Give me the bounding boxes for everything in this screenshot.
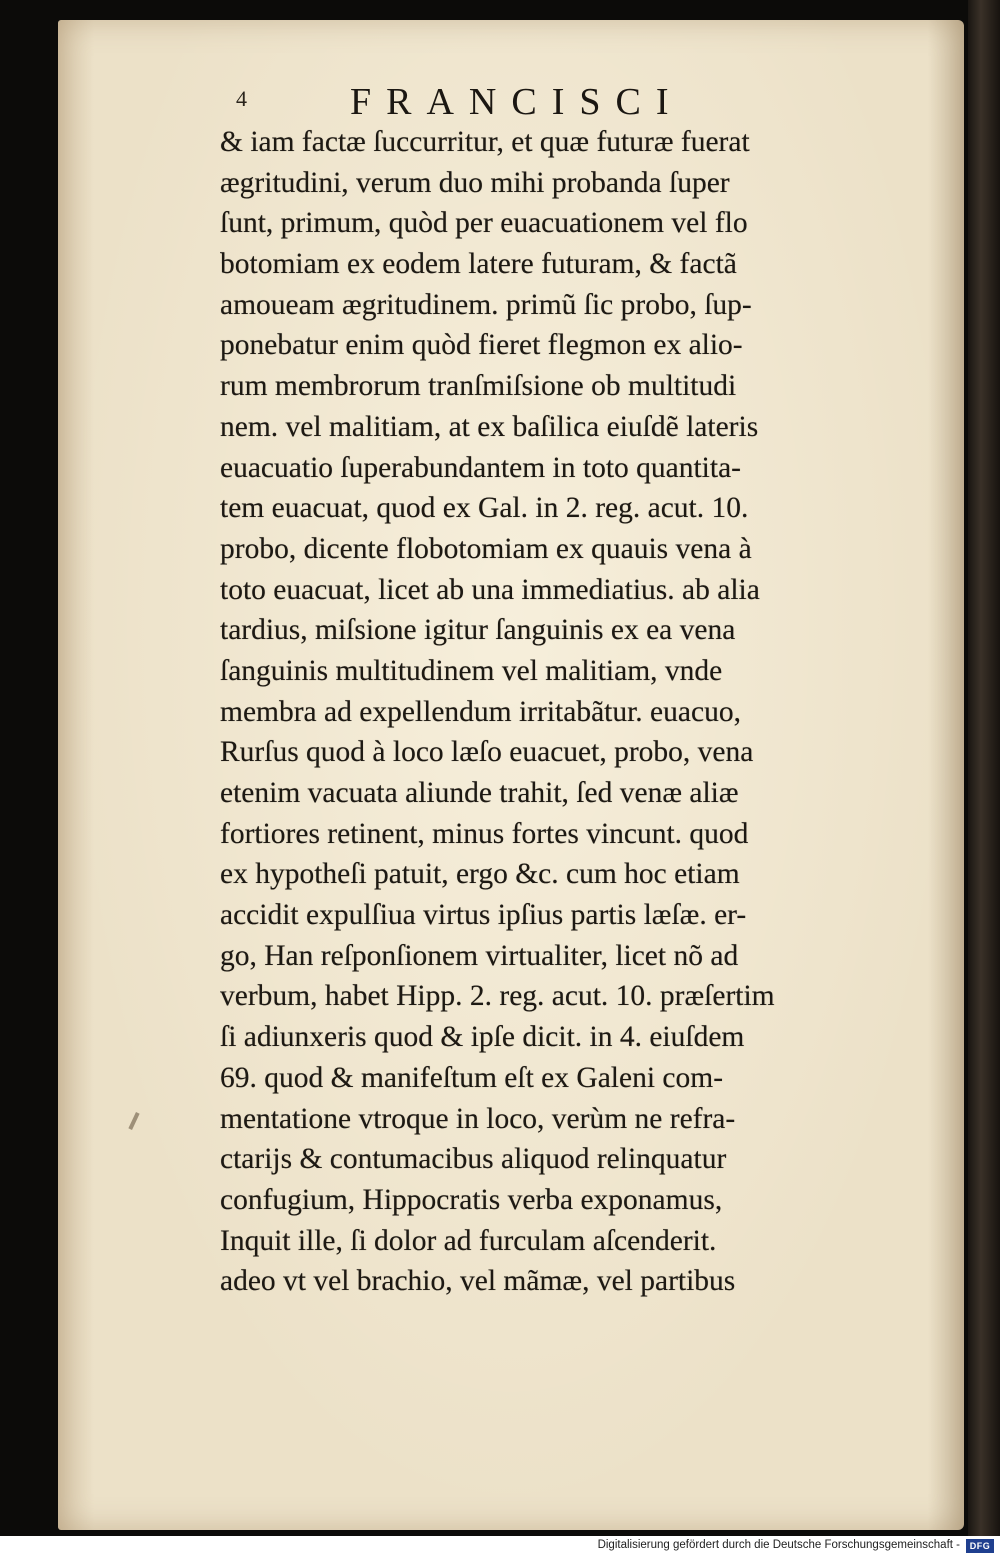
text-line: confugium, Hippocratis verba exponamus, xyxy=(220,1183,723,1216)
text-line: & iam factæ ſuccurritur, et quæ futuræ fuerat xyxy=(220,126,750,158)
running-title: FRANCISCI xyxy=(350,81,684,123)
text-line: tardius, miſsione igitur ſanguinis ex ea vena xyxy=(220,614,736,647)
footer-credit: Digitalisierung gefördert durch die Deutsche Forschungsgemeinschaft - xyxy=(597,1539,960,1551)
text-line: verbum, habet Hipp. 2. reg. acut. 10. præſertim xyxy=(220,980,775,1013)
text-line: membra ad expellendum irritabãtur. euacuo, xyxy=(220,695,741,728)
text-line: etenim vacuata aliunde trahit, ſed venæ aliæ xyxy=(220,777,739,809)
text-line: probo, dicente flobotomiam ex quauis vena à xyxy=(220,532,752,565)
text-line: 69. quod & manifeſtum eſt ex Galeni com- xyxy=(220,1061,724,1094)
text-line: ponebatur enim quòd fieret flegmon ex alio- xyxy=(220,329,743,362)
text-line: toto euacuat, licet ab una immediatius. ab alia xyxy=(220,573,760,606)
ink-mark xyxy=(128,1112,139,1130)
dfg-logo-icon: DFG xyxy=(966,1539,994,1553)
text-line: ſunt, primum, quòd per euacuationem vel flo xyxy=(220,207,748,240)
text-line: accidit expulſiua virtus ipſius partis læſæ. er- xyxy=(220,899,747,932)
text-line: nem. vel malitiam, at ex baſilica eiuſdẽ lateris xyxy=(220,410,759,443)
text-line: ex hypotheſi patuit, ergo &c. cum hoc etiam xyxy=(220,858,740,891)
text-line: tem euacuat, quod ex Gal. in 2. reg. acut. 10. xyxy=(220,492,749,525)
text-line: rum membrorum tranſmiſsione ob multitudi xyxy=(220,370,737,403)
folio-number: 4 xyxy=(236,86,247,111)
text-line: ægritudini, verum duo mihi probanda ſuper xyxy=(220,166,730,199)
text-line: go, Han reſponſionem virtualiter, licet nõ ad xyxy=(220,939,739,972)
text-line: adeo vt vel brachio, vel mãmæ, vel partibus xyxy=(220,1265,736,1298)
text-line: euacuatio ſuperabundantem in toto quantita- xyxy=(220,451,741,484)
text-line: Inquit ille, ſi dolor ad furculam aſcenderit. xyxy=(220,1224,717,1257)
footer-bar xyxy=(0,1536,1000,1556)
text-line: mentatione vtroque in loco, verùm ne refra- xyxy=(220,1102,736,1135)
text-line: fortiores retinent, minus fortes vincunt. quod xyxy=(220,817,749,850)
book-edge xyxy=(968,0,1000,1536)
text-line: ſanguinis multitudinem vel malitiam, vnde xyxy=(220,654,723,687)
text-line: ctarijs & contumacibus aliquod relinquatur xyxy=(220,1143,727,1176)
text-line: botomiam ex eodem latere futuram, & factã xyxy=(220,248,737,281)
text-line: Rurſus quod à loco læſo euacuet, probo, vena xyxy=(220,736,754,769)
text-block xyxy=(220,122,900,1302)
text-line: ſi adiunxeris quod & ipſe dicit. in 4. eiuſdem xyxy=(220,1021,745,1054)
text-line: amoueam ægritudinem. primũ ſic probo, ſup- xyxy=(220,288,752,321)
